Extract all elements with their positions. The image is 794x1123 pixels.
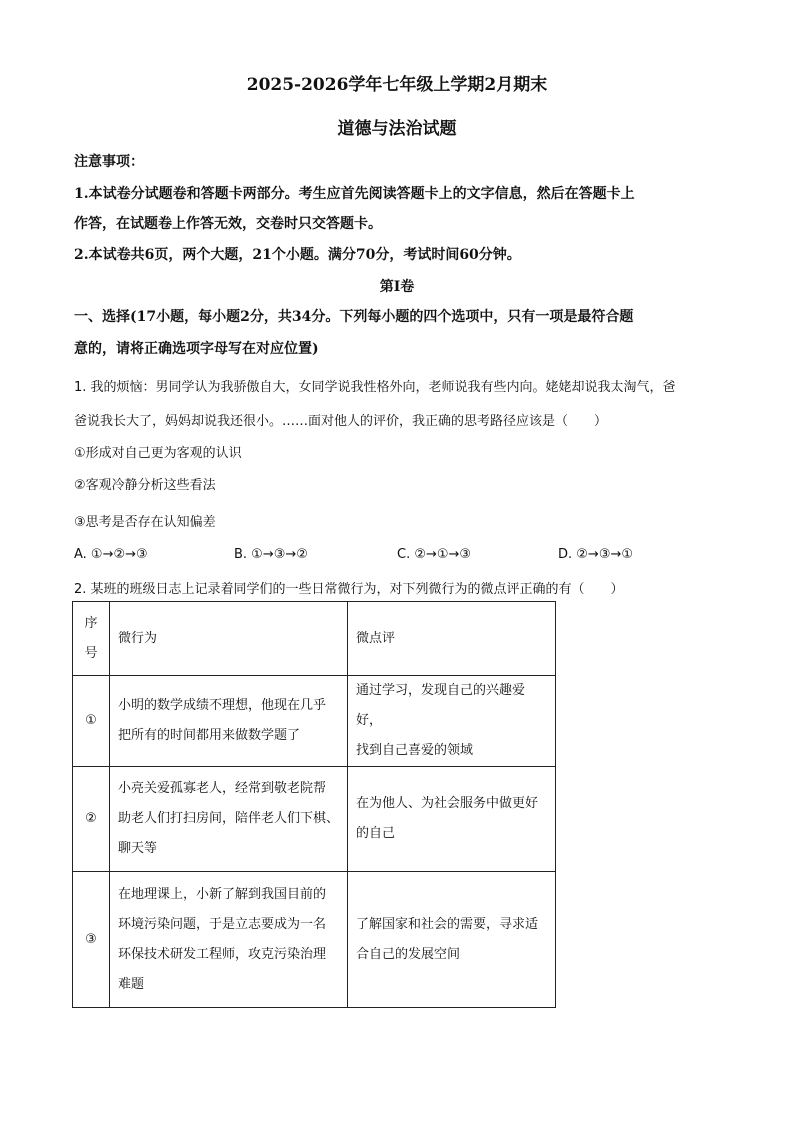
notice-item-1-line-1: 1.本试卷分试题卷和答题卡两部分。考生应首先阅读答题卡上的文字信息，然后在答题卡上 [74,186,635,202]
q1-statement-2: ②客观冷静分析这些看法 [74,478,216,493]
table-row [73,872,556,1008]
q1-option-c[interactable]: C. ②→①→③ [397,547,472,562]
row-comment [348,767,556,872]
q2-stem: 2. 某班的班级日志上记录着同学们的一些日常微行为，对下列微行为的微点评正确的有（ ） [74,582,624,597]
row-comment [348,676,556,767]
exam-title: 2025-2026学年七年级上学期2月期末 [246,75,548,95]
row-number: ① [73,676,110,767]
section-1-line-2: 意的，请将正确选项字母写在对应位置) [74,341,319,357]
section-1-line-1: 一、选择(17小题，每小题2分，共34分。下列每小题的四个选项中，只有一项是最符合题 [74,309,634,325]
q1-statement-1: ①形成对自己更为客观的认识 [74,446,242,461]
notice-item-2: 2.本试卷共6页，两个大题，21个小题。满分70分，考试时间60分钟。 [74,247,521,263]
q1-stem-line-2: 爸说我长大了，妈妈却说我还很小。……面对他人的评价，我正确的思考路径应该是（ ） [74,414,608,429]
comment-line: 了解国家和社会的需要，寻求适 [356,916,539,932]
comment-line: 的自己 [356,826,396,841]
row-number: ② [73,767,110,872]
behavior-line: 聊天等 [118,841,158,856]
behavior-line: 环保技术研发工程师，攻克污染治理 [118,946,327,962]
comment-line: 合自己的发展空间 [356,946,461,962]
notice-item-1-line-2: 作答，在试题卷上作答无效，交卷时只交答题卡。 [74,216,382,232]
q1-statement-3: ③思考是否存在认知偏差 [74,515,216,530]
volume-heading: 第Ⅰ卷 [379,279,415,295]
comment-line: 在为他人、为社会服务中做更好 [356,796,539,811]
notice-heading: 注意事项： [74,154,144,170]
header-behavior-cell: 微行为 [110,602,348,676]
q1-option-b[interactable]: B. ①→③→② [234,547,308,562]
exam-subtitle: 道德与法治试题 [337,119,457,139]
row-number: ③ [73,872,110,1008]
row-behavior [110,676,348,767]
header-comment-cell: 微点评 [348,602,556,676]
row-comment [348,872,556,1008]
table-row [73,767,556,872]
q2-table [72,601,556,1008]
behavior-line: 小明的数学成绩不理想，他现在几乎 [118,698,327,713]
table-header-row [73,602,556,676]
behavior-line: 环境污染问题，于是立志要成为一名 [118,916,327,932]
q1-option-a[interactable]: A. ①→②→③ [74,547,148,562]
header-no-char-1: 序 [84,615,98,631]
header-no-cell [73,602,110,676]
behavior-line: 在地理课上，小新了解到我国目前的 [118,886,327,902]
comment-line: 找到自己喜爱的领域 [356,743,474,758]
row-behavior [110,767,348,872]
comment-line: 通过学习，发现自己的兴趣爱好， [356,683,526,728]
header-no-char-2: 号 [84,645,98,661]
q1-option-d[interactable]: D. ②→③→① [558,547,634,562]
behavior-line: 难题 [118,976,145,992]
behavior-line: 小亮关爱孤寡老人，经常到敬老院帮 [118,781,327,796]
table-row [73,676,556,767]
behavior-line: 把所有的时间都用来做数学题了 [118,728,301,743]
row-behavior [110,872,348,1008]
behavior-line: 助老人们打扫房间，陪伴老人们下棋、 [118,811,340,826]
q1-stem-line-1: 1. 我的烦恼：男同学认为我骄傲自大，女同学说我性格外向，老师说我有些内向。姥姥却说我太淘气，爸 [74,380,676,395]
